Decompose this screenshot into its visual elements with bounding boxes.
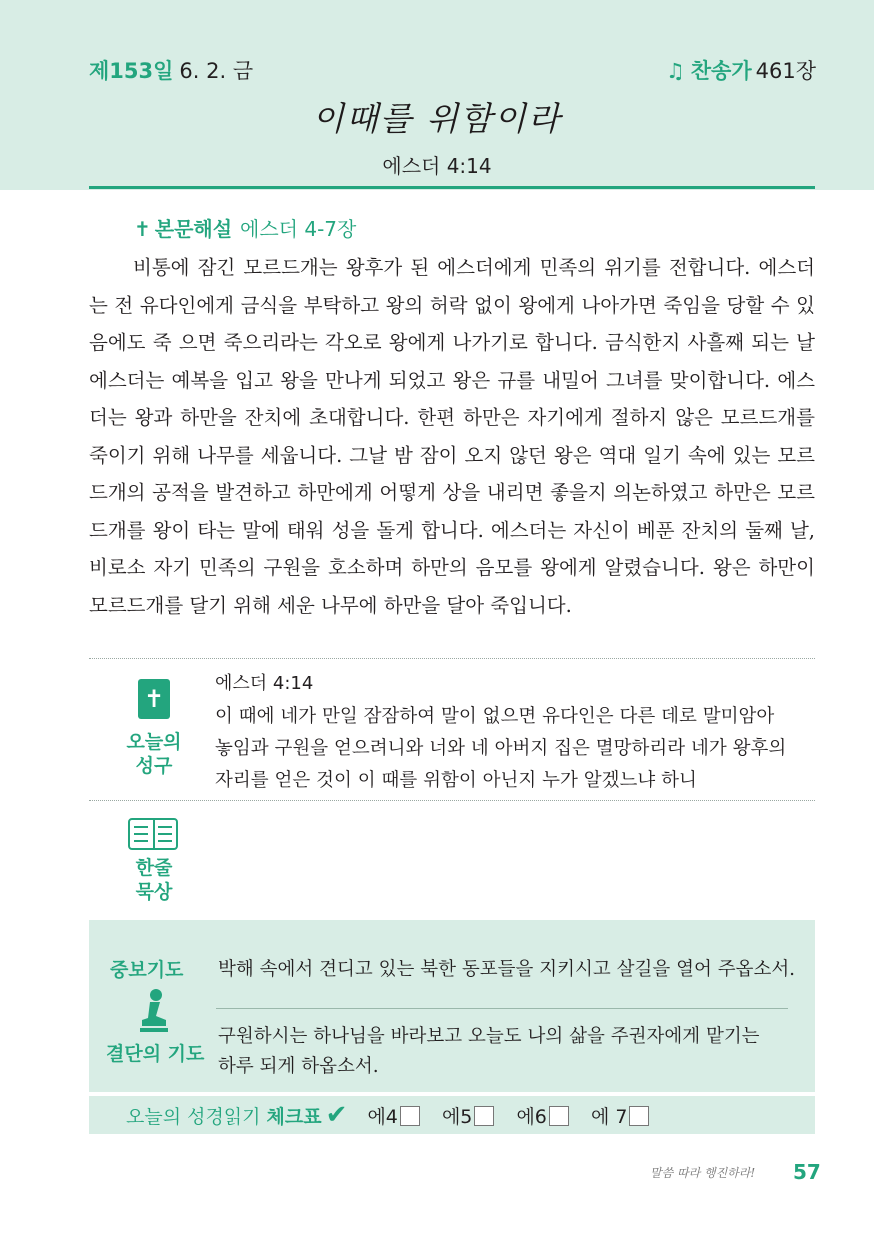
reading-checklist	[126, 1100, 665, 1132]
dotted-divider	[89, 800, 815, 801]
verse-label-line2: 성구	[135, 755, 173, 777]
checklist-item: 에4	[367, 1106, 419, 1128]
header-divider	[89, 186, 815, 189]
open-book-icon	[128, 818, 178, 850]
commentary-text: 비통에 잠긴 모르드개는 왕후가 된 에스더에게 민족의 위기를 전합니다. 에스더는 전 유다인에게 금식을 부탁하고 왕의 허락 없이 왕에게 나아가면 죽임을 당할 수 있음에도 죽 으면 죽으리라는 각오로 왕에게 나가기로 합니다. 금식한지 사흘째 되는 날 에스더는 예복을 입고 왕을 만나게 되었고 왕은 규를 내밀어 그녀를 맞이합니다. 에스더는 왕과 하만을 잔치에 초대합니다. 한편 하만은 자기에게 절하지 않은 모르드개를 죽이기 위해 나무를 세웁니다. 그날 밤 잠이 오지 않던 왕은 역대 일기 속에 있는 모르드개의 공적을 발견하고 하만에게 어떻게 상을 내리면 좋을지 의논하였고 하만은 모르드개를 왕이 타는 말에 태워 성을 돌게 합니다. 에스더는 자신이 베푼 잔치의 둘째 날, 비로소 자기 민족의 구원을 호소하며 하만의 음모를 왕에게 알렸습니다. 왕은 하만이 모르드개를 달기 위해 세운 나무에 하만을 달아 죽입니다.	[89, 256, 815, 617]
date: 6. 2. 금	[179, 59, 254, 83]
intercession-label: 중보기도	[110, 959, 184, 981]
decision-text-line1: 구원하시는 하나님을 바라보고 오늘도 나의 삶을 주권자에게 맡기는	[218, 1026, 760, 1047]
checkbox[interactable]	[474, 1106, 494, 1126]
bible-icon: ✝	[138, 679, 170, 719]
checkbox[interactable]	[400, 1106, 420, 1126]
cross-icon: ✝	[134, 217, 151, 241]
commentary-heading	[134, 215, 356, 243]
page-number: 57	[793, 1160, 821, 1184]
meditation-label-line1: 한줄	[135, 857, 173, 879]
scripture-reference: 에스더 4:14	[382, 154, 492, 178]
hymn-number: 461장	[755, 59, 816, 83]
day-date	[89, 56, 253, 86]
decision-text-line2: 하루 되게 하옵소서.	[218, 1056, 379, 1077]
day-number: 제153일	[89, 59, 174, 83]
verse-text: 이 때에 네가 만일 잠잠하여 말이 없으면 유다인은 다른 데로 말미암아 놓임과 구원을 얻으려니와 너와 네 아버지 집은 멸망하리라 네가 왕후의 자리를 얻은 것이 이 때를 위함이 아닌지 누가 알겠느냐 하니	[215, 706, 787, 791]
music-note-icon: ♫	[665, 59, 685, 83]
decision-text	[218, 1022, 760, 1082]
intercession-text: 박해 속에서 견디고 있는 북한 동포들을 지키시고 살길을 열어 주옵소서.	[218, 959, 796, 980]
commentary-label: 본문해설	[154, 217, 233, 241]
verse-reference: 에스더 4:14	[215, 673, 314, 694]
meditation-label	[112, 856, 196, 904]
commentary-range: 에스더 4-7장	[240, 217, 357, 241]
checkbox[interactable]	[629, 1106, 649, 1126]
checklist-item: 에6	[516, 1106, 568, 1128]
checkmark-icon: ✔	[325, 1100, 348, 1130]
checklist-label-bold: 체크표	[266, 1106, 322, 1128]
page-title: 이때를 위함이라	[312, 99, 562, 138]
verse-label-line1: 오늘의	[126, 731, 182, 753]
checklist-label: 오늘의 성경읽기	[126, 1106, 261, 1128]
hymn-info	[666, 56, 816, 86]
footer-slogan: 말씀 따라 행진하라!	[650, 1166, 756, 1180]
hymn-label: 찬송가	[690, 59, 752, 83]
checklist-item: 에5	[442, 1106, 494, 1128]
kneeling-person-icon	[136, 988, 172, 1034]
checklist-item: 에 7	[591, 1106, 649, 1128]
meditation-label-line2: 묵상	[135, 881, 173, 903]
decision-label: 결단의 기도	[106, 1043, 205, 1065]
dotted-divider	[89, 658, 815, 659]
prayer-divider	[216, 1008, 788, 1009]
checkbox[interactable]	[549, 1106, 569, 1126]
verse-label	[112, 730, 196, 778]
